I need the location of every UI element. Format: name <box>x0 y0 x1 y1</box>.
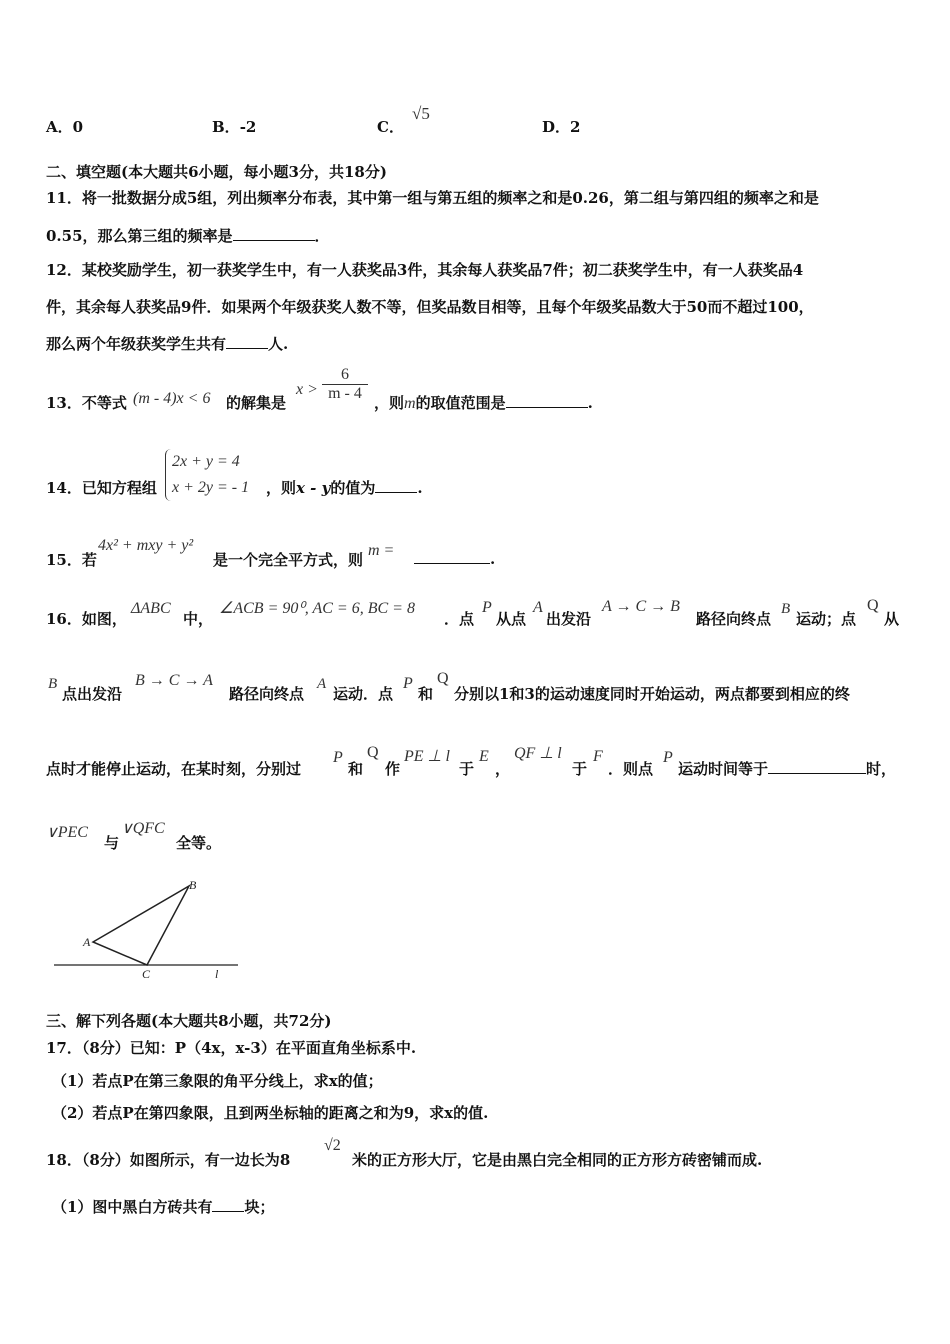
triangle-diagram <box>48 872 248 982</box>
answer-blank[interactable] <box>375 478 417 493</box>
point-f: F <box>593 748 603 765</box>
text: 和 <box>348 760 364 778</box>
path-acb: A → C → B <box>602 598 680 615</box>
q13-after <box>374 392 593 413</box>
text: 那么两个年级获奖学生共有 <box>46 335 227 353</box>
q17-sub1: （1）若点P在第三象限的角平分线上，求x的值； <box>52 1072 383 1090</box>
q15-blank <box>414 549 495 568</box>
q16-answer <box>678 758 896 779</box>
option-label: A． <box>46 118 73 136</box>
text: 点出发沿 <box>62 685 123 703</box>
text: 于 <box>459 760 475 778</box>
text: 从 <box>884 610 900 628</box>
q13-fraction <box>322 366 368 403</box>
label-l: l <box>215 967 219 981</box>
text: 人. <box>268 335 289 353</box>
option-value: 2 <box>570 118 581 136</box>
text: （1）图中黑白方砖共有 <box>52 1198 213 1216</box>
text: . <box>490 550 496 568</box>
q17-stem: 17．（8分）已知：P（4x，x-3）在平面直角坐标系中. <box>46 1039 417 1057</box>
text: 从点 <box>496 610 527 628</box>
text: 运动时间等于 <box>678 760 769 778</box>
point-p: P <box>663 749 673 766</box>
text: 的值为 <box>330 479 376 497</box>
text: . <box>417 479 423 497</box>
variable: m <box>404 395 416 412</box>
option-c-value: √5 <box>412 104 430 123</box>
q13-sol-lhs: x > <box>296 381 318 398</box>
text: 作 <box>385 760 401 778</box>
point-a: A <box>533 599 543 616</box>
text: 分别以1和3的运动速度同时开始运动，两点都要到相应的终 <box>454 685 850 703</box>
q12-line2: 件，其余每人获奖品9件．如果两个年级获奖人数不等，但奖品数目相等，且每个年级奖品数大于50而不超过100， <box>46 298 814 316</box>
label-a: A <box>83 935 91 949</box>
q14-equation-system <box>165 449 249 501</box>
text: 路径向终点 <box>696 610 772 628</box>
text: 与 <box>104 834 120 852</box>
fraction-numerator: 6 <box>322 366 368 385</box>
point-p: P <box>482 599 492 616</box>
option-label: C． <box>377 118 404 136</box>
expression: x - y <box>296 479 331 497</box>
label-b: B <box>189 878 197 892</box>
q12-line1: 12．某校奖励学生，初一获奖学生中，有一人获奖品3件，其余每人获奖品7件；初二获奖学生中，有一人获奖品4 <box>46 261 804 279</box>
q13-inequality: (m - 4)x < 6 <box>133 390 211 407</box>
point-b: B <box>48 676 58 692</box>
q14-post <box>266 477 423 498</box>
text: ．点 <box>444 610 475 628</box>
point-a: A <box>317 676 327 692</box>
triangle-pec: ∨PEC <box>46 824 88 841</box>
text: 全等。 <box>176 834 222 852</box>
point-q: Q <box>367 744 379 761</box>
pe-perp-l: PE ⊥ l <box>404 748 450 765</box>
option-value: -2 <box>239 118 257 136</box>
q15-var: m = <box>368 542 395 559</box>
point-b: B <box>781 601 791 617</box>
text: 运动；点 <box>796 610 857 628</box>
text: 出发沿 <box>546 610 592 628</box>
fraction-denominator: m - 4 <box>328 385 362 402</box>
point-q: Q <box>867 597 879 614</box>
q15-mid <box>213 549 363 570</box>
text: 块； <box>244 1198 275 1216</box>
point-p: P <box>333 749 343 766</box>
triangle-abc <box>93 886 189 965</box>
answer-blank[interactable] <box>226 334 268 349</box>
option-d <box>542 116 580 137</box>
answer-blank[interactable] <box>768 759 866 774</box>
q13-pre: 13．不等式 <box>46 394 127 412</box>
option-b <box>212 116 256 137</box>
text: ，则 <box>374 394 405 412</box>
point-q: Q <box>437 670 449 687</box>
text: 的取值范围是 <box>415 394 506 412</box>
triangle-qfc: ∨QFC <box>121 820 165 837</box>
section-heading-fill-in: 二、填空题(本大题共6小题，每小题3分，共18分) <box>46 163 387 181</box>
text: ． <box>314 227 330 245</box>
text: 时， <box>866 760 897 778</box>
text: 是一个完全平方式，则 <box>213 551 364 569</box>
q16-triangle: ΔABC <box>131 600 171 617</box>
answer-blank[interactable] <box>233 226 315 241</box>
q11-line2 <box>46 225 330 246</box>
equation-1: 2x + y = 4 <box>172 453 240 470</box>
text: ， <box>495 760 511 778</box>
text: ，则 <box>266 479 297 497</box>
point-p: P <box>403 675 413 692</box>
q11-line1: 11．将一批数据分成5组，列出频率分布表，其中第一组与第五组的频率之和是0.26，第二组与第四组的频率之和是 <box>46 189 819 207</box>
label-c: C <box>142 967 151 981</box>
text: ．则点 <box>608 760 654 778</box>
answer-blank[interactable] <box>212 1197 244 1212</box>
point-e: E <box>479 748 489 765</box>
q16-pre: 16．如图， <box>46 610 127 628</box>
option-a <box>46 116 83 137</box>
q18-post: 米的正方形大厅，它是由黑白完全相同的正方形方砖密铺而成. <box>352 1151 763 1169</box>
option-label: B． <box>212 118 240 136</box>
q18-sub1 <box>52 1196 274 1217</box>
option-value: 0 <box>72 118 84 136</box>
q17-sub2: （2）若点P在第四象限，且到两坐标轴的距离之和为9，求x的值. <box>52 1104 489 1122</box>
text: 路径向终点 <box>229 685 305 703</box>
q15-expression: 4x² + mxy + y² <box>98 537 194 554</box>
text: 运动．点 <box>333 685 394 703</box>
option-c <box>377 116 404 137</box>
text: 于 <box>572 760 588 778</box>
answer-blank[interactable] <box>506 393 588 408</box>
q16-condition: ∠ACB = 90⁰, AC = 6, BC = 8 <box>219 600 415 617</box>
text: 0.55，那么第三组的频率是 <box>46 227 233 245</box>
section-heading-solve: 三、解下列各题(本大题共8小题，共72分) <box>46 1012 332 1030</box>
option-label: D． <box>542 118 571 136</box>
q18-sqrt: √2 <box>324 1137 341 1154</box>
q14-pre: 14．已知方程组 <box>46 479 157 497</box>
text: 中， <box>183 610 214 628</box>
text: . <box>587 394 593 412</box>
text: 和 <box>418 685 434 703</box>
equation-2: x + 2y = - 1 <box>172 479 250 496</box>
text: 点时才能停止运动，在某时刻，分别过 <box>46 760 302 778</box>
answer-blank[interactable] <box>414 549 490 564</box>
q16-figure <box>48 872 248 982</box>
q15-pre: 15．若 <box>46 551 97 569</box>
q12-line3 <box>46 333 288 354</box>
q18-pre: 18．（8分）如图所示，有一边长为8 <box>46 1151 291 1169</box>
path-bca: B → C → A <box>135 672 213 689</box>
qf-perp-l: QF ⊥ l <box>514 745 562 762</box>
q13-mid: 的解集是 <box>226 394 287 412</box>
